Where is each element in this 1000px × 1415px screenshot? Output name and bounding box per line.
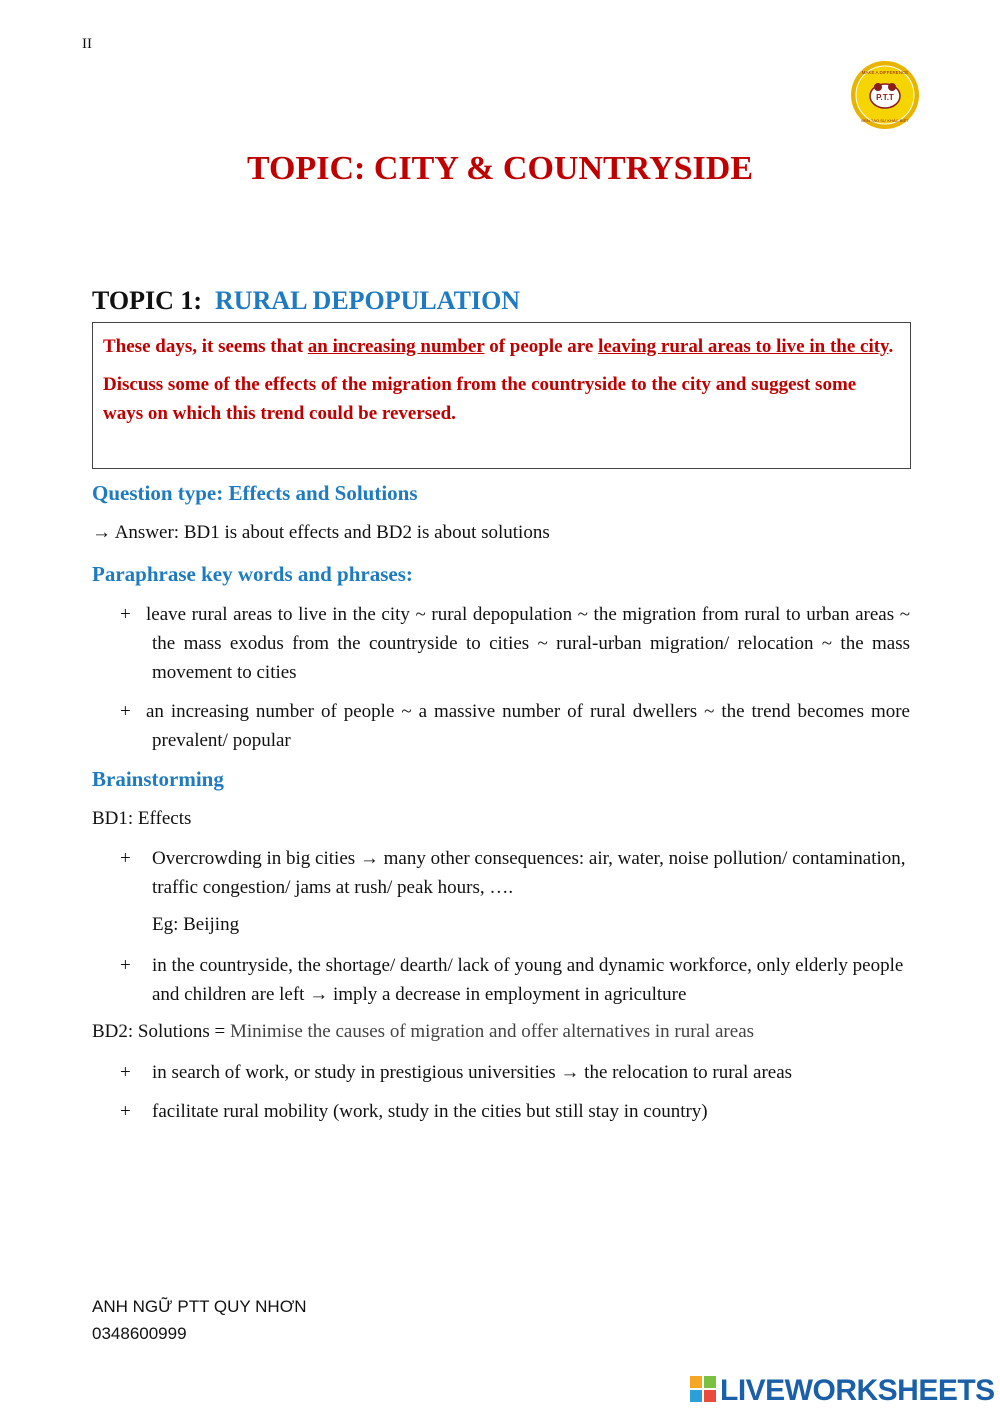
bd2-label: BD2: Solutions = Minimise the causes of migration and offer alternatives in rural areas <box>92 1021 755 1042</box>
essay-prompt-box <box>92 322 911 469</box>
svg-text:P.T.T: P.T.T <box>876 93 894 102</box>
page-title: TOPIC: CITY & COUNTRYSIDE <box>246 150 754 187</box>
bd1-label: BD1: Effects <box>92 808 192 829</box>
prompt-paragraph-1: These days, it seems that an increasing number of people are leaving rural areas to live in the city. <box>103 336 894 357</box>
bd2-description: Minimise the causes of migration and offer alternatives in rural areas <box>229 1021 755 1042</box>
bullet-icon: + <box>120 955 131 976</box>
bullet-icon: + <box>120 604 131 625</box>
question-type-heading: Question type: Effects and Solutions <box>92 481 418 505</box>
bullet-icon: + <box>120 1101 131 1122</box>
paraphrase-item: + an increasing number of people ~ a massive number of rural dwellers ~ the trend becomes more prevalent/ popular <box>120 697 910 755</box>
bullet-icon: + <box>120 848 131 869</box>
ptt-logo-icon <box>850 60 920 130</box>
bd2-item: + in search of work, or study in prestigious universities → the relocation to rural areas <box>120 1058 910 1087</box>
page-mark: II <box>82 36 92 52</box>
bd1-item: + in the countryside, the shortage/ dearth/ lack of young and dynamic workforce, only elderly people and children are left → imply a decrease in employment in agriculture <box>120 951 910 1009</box>
topic-name: RURAL DEPOPULATION <box>215 286 521 315</box>
liveworksheets-watermark <box>690 1374 995 1408</box>
bullet-icon: + <box>120 1062 131 1083</box>
bullet-icon: + <box>120 701 131 722</box>
paraphrase-item: + leave rural areas to live in the city ~ rural depopulation ~ the migration from rural to urban areas ~ the mass exodus from the countryside to cities ~ rural-urban migration/ relocation ~ the mass movement to cities <box>120 600 910 687</box>
topic-heading <box>92 286 520 316</box>
svg-text:MAKE A DIFFERENCE: MAKE A DIFFERENCE <box>861 70 909 75</box>
brainstorming-heading: Brainstorming <box>92 767 224 791</box>
liveworksheets-logo-icon <box>690 1376 716 1407</box>
bd1-example: Eg: Beijing <box>152 914 240 935</box>
footer-phone: 0348600999 <box>92 1324 187 1343</box>
answer-line: → Answer: BD1 is about effects and BD2 is about solutions <box>92 522 550 543</box>
watermark-text: LIVEWORKSHEETS <box>720 1374 995 1407</box>
paraphrase-heading: Paraphrase key words and phrases: <box>92 562 413 586</box>
bd1-item: + Overcrowding in big cities → many other consequences: air, water, noise pollution/ contamination, traffic congestion/ jams at rush/ peak hours, …. <box>120 844 910 902</box>
topic-label: TOPIC 1: <box>92 286 203 315</box>
prompt-paragraph-2: Discuss some of the effects of the migration from the countryside to the city and suggest some ways on which this trend could be reversed. <box>103 374 857 424</box>
bd2-item: + facilitate rural mobility (work, study in the cities but still stay in country) <box>120 1097 910 1126</box>
footer-school-name: ANH NGỮ PTT QUY NHƠN <box>92 1297 307 1316</box>
svg-text:ĐỂN TẠO SỰ KHÁC BIỆT: ĐỂN TẠO SỰ KHÁC BIỆT <box>861 118 909 123</box>
